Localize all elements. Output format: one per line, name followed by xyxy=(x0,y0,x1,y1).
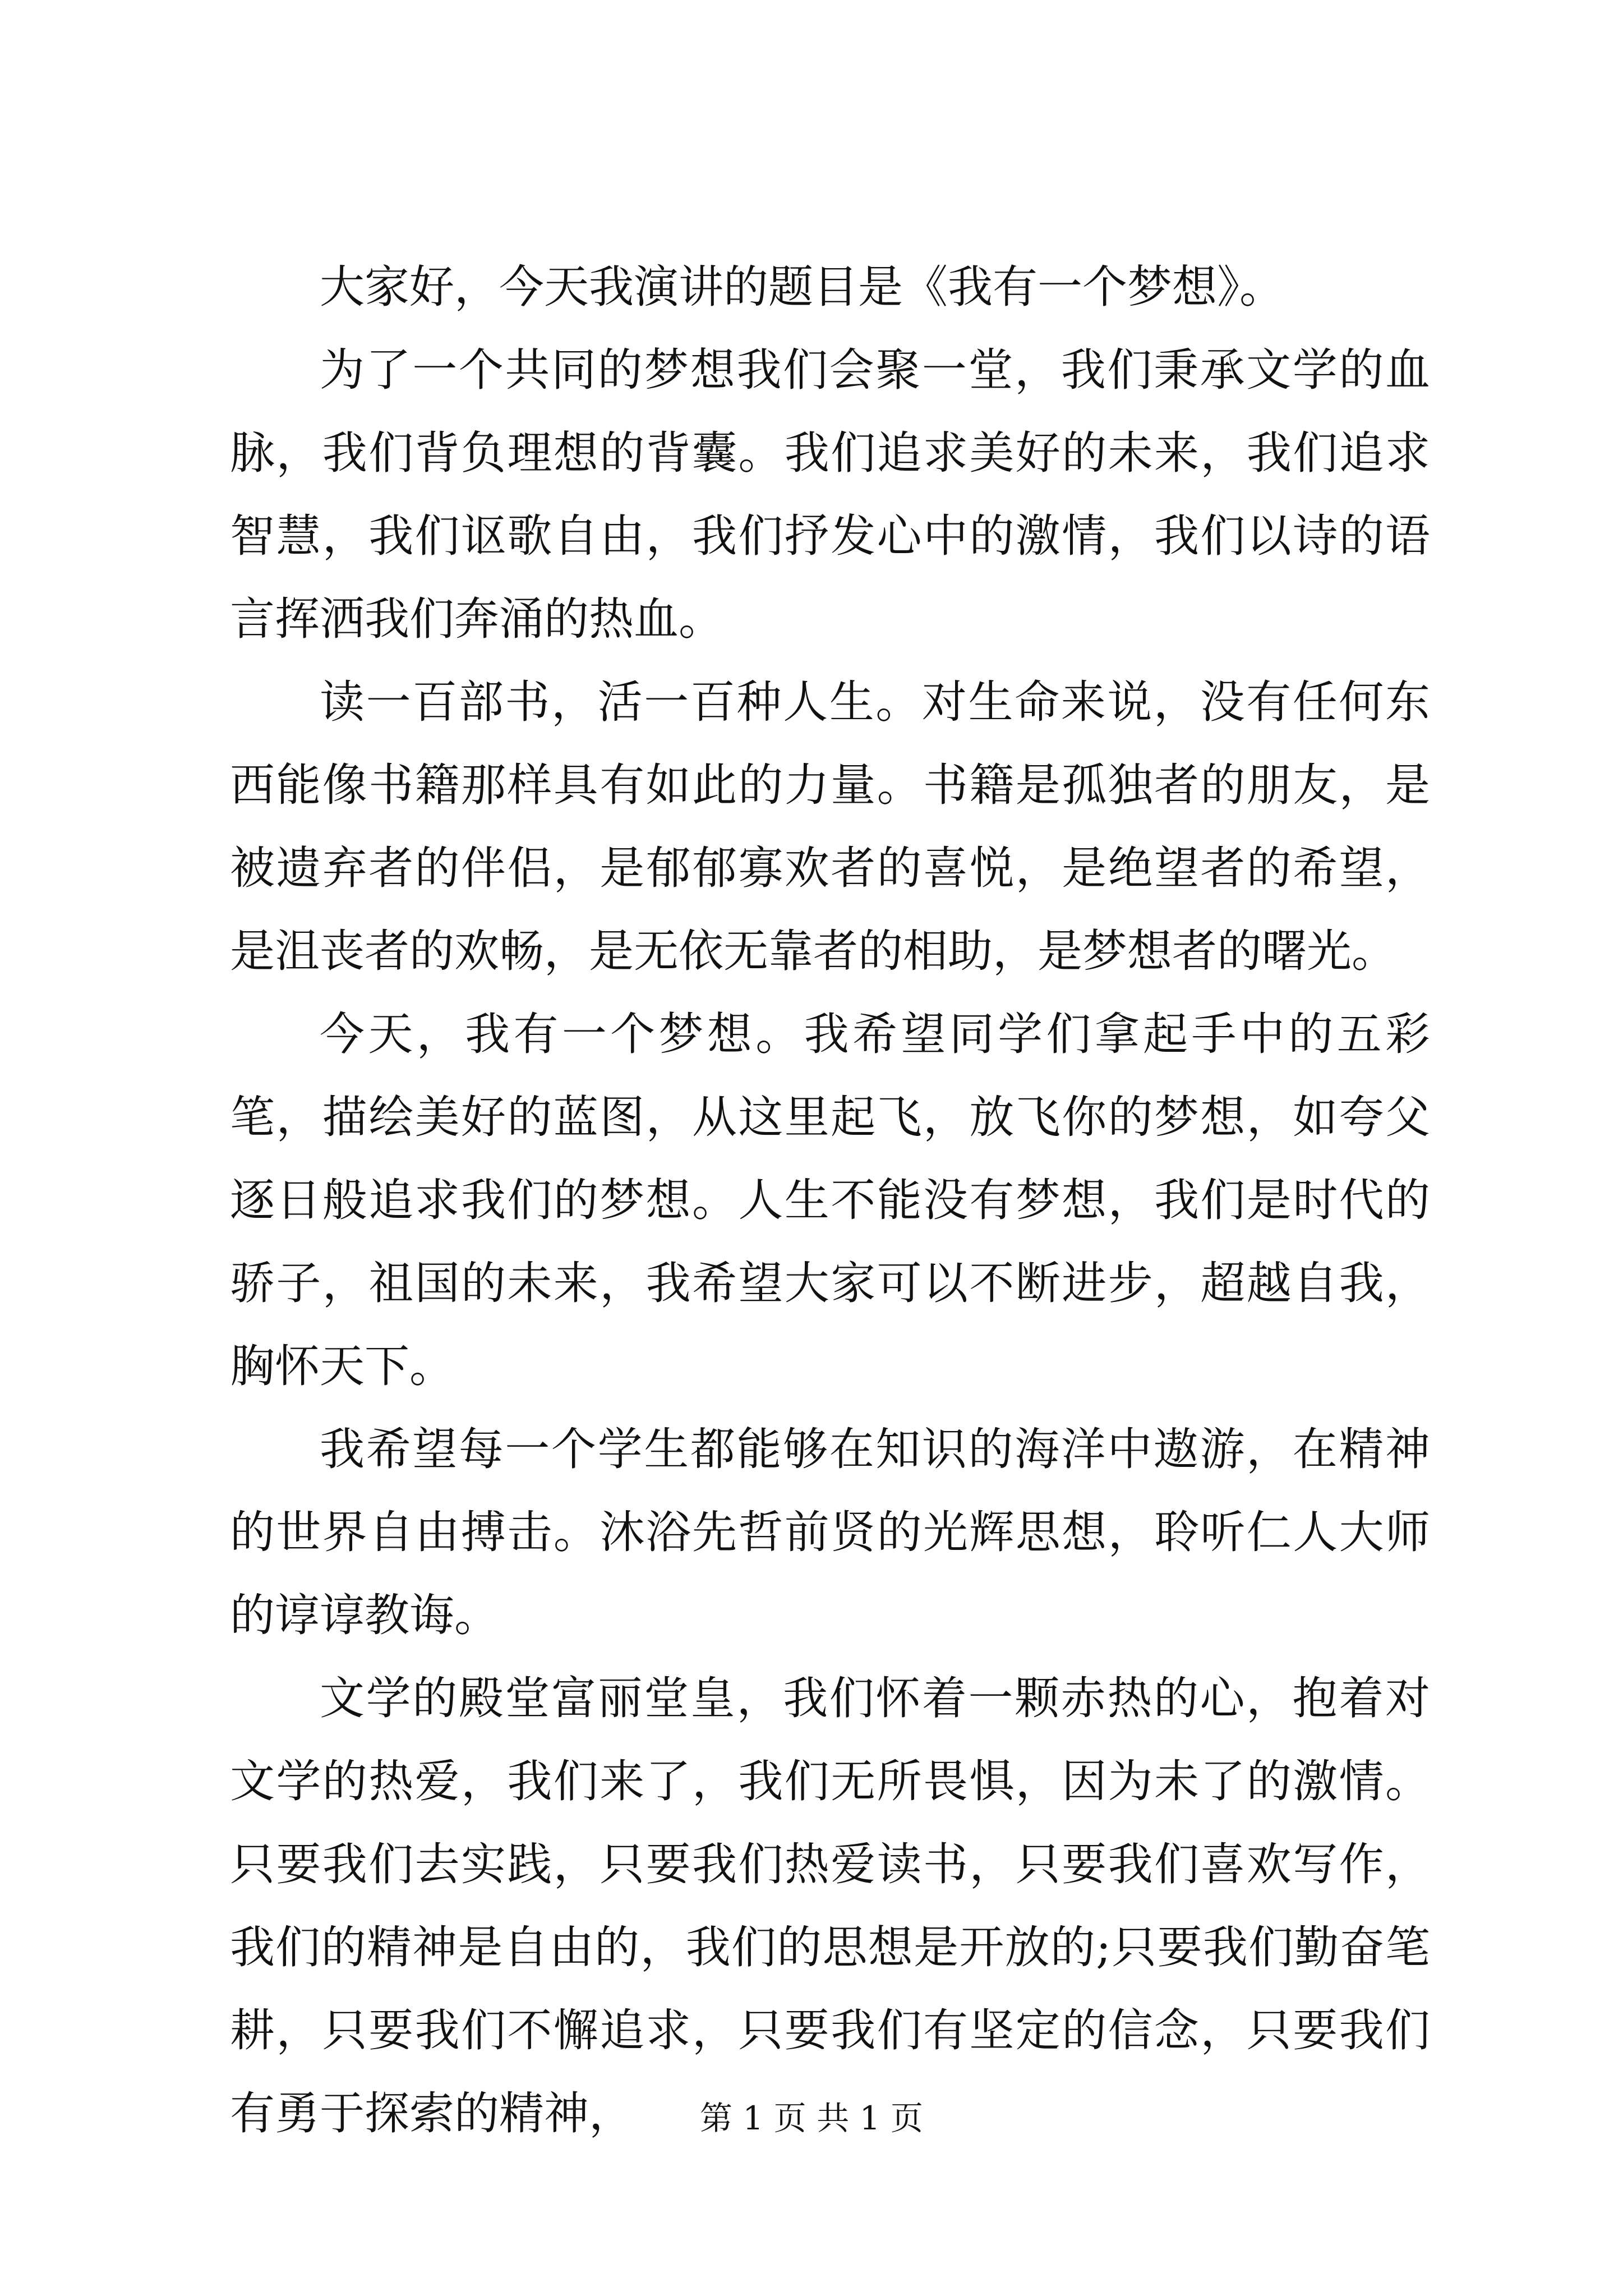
page-footer: 第 1 页 共 1 页 xyxy=(700,2099,923,2137)
document-body xyxy=(230,246,1430,2155)
paragraph-1: 大家好，今天我演讲的题目是《我有一个梦想》。 xyxy=(320,261,1284,313)
paragraph-6: 文学的殿堂富丽堂皇，我们怀着一颗赤热的心，抱着对文学的热爱，我们来了，我们无所畏惧，因为未了的激情。只要我们去实践，只要我们热爱读书，只要我们喜欢写作，我们的精神是自由的，我们的思想是开放的;只要我们勤奋笔耕，只要我们不懈追求，只要我们有坚定的信念，只要我们有勇于探索的精神， xyxy=(230,1672,1430,2139)
paragraph-3: 读一百部书，活一百种人生。对生命来说，没有任何东西能像书籍那样具有如此的力量。书籍是孤独者的朋友，是被遗弃者的伴侣，是郁郁寡欢者的喜悦，是绝望者的希望，是沮丧者的欢畅，是无依无靠者的相助，是梦想者的曙光。 xyxy=(230,676,1430,977)
paragraph-2: 为了一个共同的梦想我们会聚一堂，我们秉承文学的血脉，我们背负理想的背囊。我们追求美好的未来，我们追求智慧，我们讴歌自由，我们抒发心中的激情，我们以诗的语言挥洒我们奔涌的热血。 xyxy=(230,344,1430,645)
paragraph-4: 今天，我有一个梦想。我希望同学们拿起手中的五彩笔，描绘美好的蓝图，从这里起飞，放飞你的梦想，如夸父逐日般追求我们的梦想。人生不能没有梦想，我们是时代的骄子，祖国的未来，我希望大家可以不断进步，超越自我，胸怀天下。 xyxy=(230,1008,1430,1392)
paragraph-5: 我希望每一个学生都能够在知识的海洋中遨游，在精神的世界自由搏击。沐浴先哲前贤的光辉思想，聆听仁人大师的谆谆教诲。 xyxy=(230,1423,1430,1641)
